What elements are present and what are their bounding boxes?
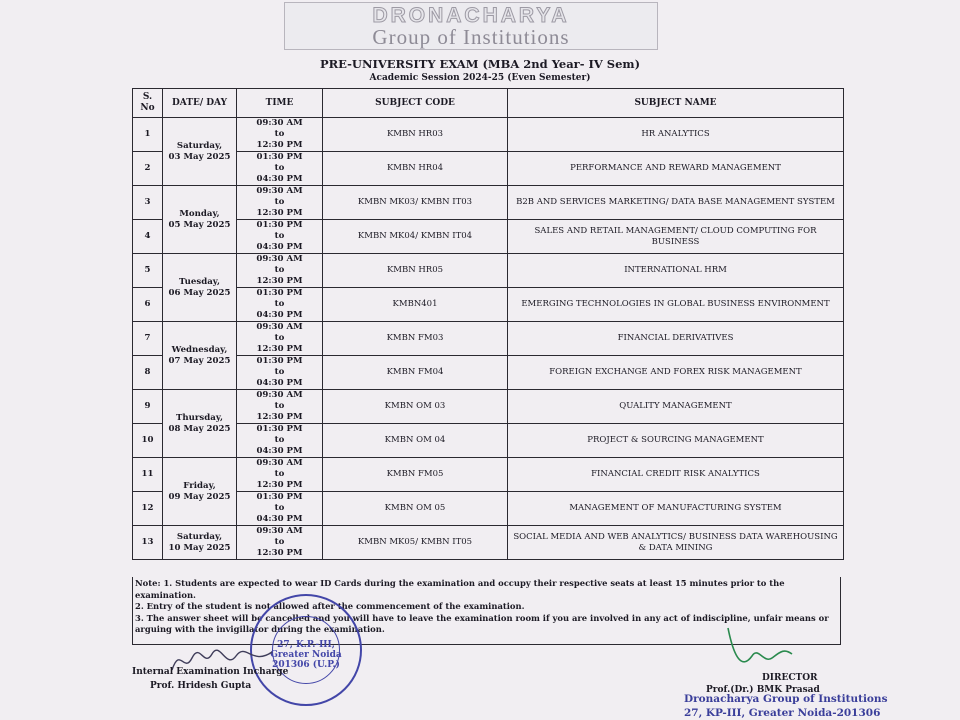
time-to: to <box>274 469 285 479</box>
time-to: to <box>274 333 285 343</box>
sno-cell <box>133 458 163 492</box>
document-title: PRE-UNIVERSITY EXAM (MBA 2nd Year- IV Sem) <box>319 57 641 71</box>
subject-name-text: FINANCIAL DERIVATIVES <box>617 333 734 343</box>
document-subtitle: Academic Session 2024-25 (Even Semester) <box>369 73 591 83</box>
date-text: 06 May 2025 <box>168 287 231 298</box>
time-end: 12:30 PM <box>256 480 303 490</box>
subject-code-cell <box>323 288 508 322</box>
time-cell <box>237 186 323 220</box>
table-row <box>133 288 844 322</box>
note-1: Note: 1. Students are expected to wear ID Cards during the examination and occupy their respective seats at least 15 minutes prior to the examination. <box>135 578 785 600</box>
director-stamp-line-2: 27, KP-III, Greater Noida-201306 <box>684 707 881 719</box>
right-signatory-name: Prof.(Dr.) BMK Prasad <box>706 685 820 695</box>
sno-cell <box>133 492 163 526</box>
subject-name-text: FOREIGN EXCHANGE AND FOREX RISK MANAGEMENT <box>549 367 802 377</box>
time-end: 12:30 PM <box>256 208 303 218</box>
subject-code-text: KMBN HR03 <box>386 129 444 139</box>
date-cell <box>163 254 237 322</box>
subject-name-text: EMERGING TECHNOLOGIES IN GLOBAL BUSINESS ENVIRONMENT <box>521 299 830 309</box>
subject-code-cell <box>323 526 508 560</box>
sno-cell <box>133 254 163 288</box>
seal-line-1: 27, K.P.-III, <box>277 640 335 650</box>
subject-name-cell <box>508 220 844 254</box>
time-start: 01:30 PM <box>256 152 303 162</box>
sno-cell <box>133 186 163 220</box>
date-text: 07 May 2025 <box>168 355 231 366</box>
subject-name-cell <box>508 424 844 458</box>
time-cell <box>237 288 323 322</box>
subject-code-text: KMBN FM04 <box>386 367 444 377</box>
sno-text: 12 <box>141 503 154 513</box>
sno-cell <box>133 526 163 560</box>
logo-bottom-text: Group of Institutions <box>372 25 570 49</box>
note-3: 3. The answer sheet will be cancelled and you will have to leave the examination room if you are involved in any act of indiscipline, unfair means or arguing with the invigillator during the examination. <box>135 612 829 634</box>
subject-name-text: QUALITY MANAGEMENT <box>619 401 732 411</box>
subject-code-cell <box>323 254 508 288</box>
subject-code-text: KMBN HR04 <box>386 163 444 173</box>
table-header-row <box>133 89 844 118</box>
subject-code-cell <box>323 458 508 492</box>
table-row <box>133 390 844 424</box>
note-2: 2. Entry of the student is not allowed after the commencement of the examination. <box>135 601 525 611</box>
time-cell <box>237 390 323 424</box>
seal-line-3: 201306 (U.P.) <box>272 660 340 670</box>
sno-cell <box>133 390 163 424</box>
sno-cell <box>133 356 163 390</box>
date-text: 09 May 2025 <box>168 491 231 502</box>
subject-code-text: KMBN MK03/ KMBN IT03 <box>357 197 473 207</box>
subject-name-cell <box>508 152 844 186</box>
table-row <box>133 458 844 492</box>
date-text: 03 May 2025 <box>168 151 231 162</box>
time-end: 04:30 PM <box>256 514 303 524</box>
time-end: 12:30 PM <box>256 412 303 422</box>
time-cell <box>237 220 323 254</box>
time-start: 01:30 PM <box>256 220 303 230</box>
date-cell <box>163 526 237 560</box>
institution-logo <box>284 2 658 50</box>
subject-code-cell <box>323 220 508 254</box>
sno-cell <box>133 118 163 152</box>
time-start: 01:30 PM <box>256 356 303 366</box>
table-row <box>133 118 844 152</box>
subject-code-cell <box>323 424 508 458</box>
subject-name-cell <box>508 254 844 288</box>
subject-code-cell <box>323 492 508 526</box>
time-end: 04:30 PM <box>256 446 303 456</box>
table-row <box>133 424 844 458</box>
sno-text: 13 <box>141 537 154 547</box>
subject-code-cell <box>323 390 508 424</box>
sno-text: 1 <box>144 129 151 139</box>
subject-name-text: FINANCIAL CREDIT RISK ANALYTICS <box>591 469 760 479</box>
day-text: Friday, <box>183 480 216 491</box>
header-sno: S. No <box>133 89 163 118</box>
subject-name-text: B2B AND SERVICES MARKETING/ DATA BASE MANAGEMENT SYSTEM <box>516 197 835 207</box>
subject-name-text: SOCIAL MEDIA AND WEB ANALYTICS/ BUSINESS DATA WAREHOUSING & DATA MINING <box>513 531 838 553</box>
time-cell <box>237 356 323 390</box>
subject-code-text: KMBN FM05 <box>386 469 444 479</box>
sno-cell <box>133 288 163 322</box>
table-row <box>133 220 844 254</box>
header-subject-code: SUBJECT CODE <box>323 89 508 118</box>
subject-name-cell <box>508 390 844 424</box>
logo-top-text: DRONACHARYA <box>372 4 570 27</box>
time-cell <box>237 526 323 560</box>
time-cell <box>237 458 323 492</box>
subject-name-text: SALES AND RETAIL MANAGEMENT/ CLOUD COMPUTING FOR BUSINESS <box>534 225 817 247</box>
subject-code-text: KMBN FM03 <box>386 333 444 343</box>
table-row <box>133 152 844 186</box>
subject-name-text: INTERNATIONAL HRM <box>624 265 727 275</box>
subject-code-cell <box>323 322 508 356</box>
time-to: to <box>274 367 285 377</box>
date-cell <box>163 186 237 254</box>
subject-code-cell <box>323 356 508 390</box>
day-text: Saturday, <box>176 531 223 542</box>
sno-text: 4 <box>144 231 151 241</box>
table-body <box>133 118 844 560</box>
time-cell <box>237 118 323 152</box>
date-cell <box>163 390 237 458</box>
sno-text: 10 <box>141 435 154 445</box>
subject-code-cell <box>323 186 508 220</box>
subject-name-text: MANAGEMENT OF MANUFACTURING SYSTEM <box>569 503 782 513</box>
day-text: Saturday, <box>176 140 223 151</box>
table-row <box>133 186 844 220</box>
subject-code-text: KMBN OM 03 <box>384 401 446 411</box>
subject-name-text: PERFORMANCE AND REWARD MANAGEMENT <box>570 163 781 173</box>
header-time: TIME <box>237 89 323 118</box>
table-row <box>133 492 844 526</box>
time-start: 09:30 AM <box>256 322 303 332</box>
time-cell <box>237 424 323 458</box>
table-row <box>133 526 844 560</box>
time-start: 09:30 AM <box>256 254 303 264</box>
time-start: 09:30 AM <box>256 118 303 128</box>
sno-text: 3 <box>144 197 151 207</box>
time-to: to <box>274 503 285 513</box>
date-text: 08 May 2025 <box>168 423 231 434</box>
header-date: DATE/ DAY <box>163 89 237 118</box>
subject-code-text: KMBN MK05/ KMBN IT05 <box>357 537 473 547</box>
day-text: Wednesday, <box>171 344 228 355</box>
sno-text: 7 <box>144 333 151 343</box>
sno-cell <box>133 220 163 254</box>
table-row <box>133 322 844 356</box>
time-to: to <box>274 163 285 173</box>
seal-line-2: Greater Noida <box>270 650 342 660</box>
date-text: 05 May 2025 <box>168 219 231 230</box>
time-start: 09:30 AM <box>256 186 303 196</box>
table-row <box>133 356 844 390</box>
date-cell <box>163 322 237 390</box>
subject-name-cell <box>508 288 844 322</box>
time-end: 12:30 PM <box>256 344 303 354</box>
date-cell <box>163 458 237 526</box>
time-end: 04:30 PM <box>256 378 303 388</box>
subject-name-cell <box>508 492 844 526</box>
time-to: to <box>274 265 285 275</box>
time-start: 09:30 AM <box>256 458 303 468</box>
time-to: to <box>274 299 285 309</box>
right-signatory-title: DIRECTOR <box>762 673 818 683</box>
subject-code-cell <box>323 118 508 152</box>
sno-cell <box>133 322 163 356</box>
time-to: to <box>274 231 285 241</box>
subject-name-cell <box>508 322 844 356</box>
time-cell <box>237 322 323 356</box>
time-end: 12:30 PM <box>256 276 303 286</box>
time-end: 04:30 PM <box>256 174 303 184</box>
time-start: 01:30 PM <box>256 424 303 434</box>
header-subject-name: SUBJECT NAME <box>508 89 844 118</box>
sno-text: 2 <box>144 163 151 173</box>
time-end: 04:30 PM <box>256 242 303 252</box>
sno-text: 9 <box>144 401 151 411</box>
sno-cell <box>133 152 163 186</box>
time-to: to <box>274 401 285 411</box>
day-text: Thursday, <box>176 412 223 423</box>
sno-text: 8 <box>144 367 151 377</box>
day-text: Tuesday, <box>179 276 220 287</box>
date-cell <box>163 118 237 186</box>
time-cell <box>237 152 323 186</box>
subject-code-text: KMBN401 <box>392 299 438 309</box>
exam-schedule-table <box>132 88 844 560</box>
sno-text: 5 <box>144 265 151 275</box>
time-end: 12:30 PM <box>256 548 303 558</box>
time-start: 09:30 AM <box>256 526 303 536</box>
subject-name-text: PROJECT & SOURCING MANAGEMENT <box>587 435 764 445</box>
time-end: 04:30 PM <box>256 310 303 320</box>
subject-name-text: HR ANALYTICS <box>641 129 710 139</box>
time-cell <box>237 254 323 288</box>
sno-text: 6 <box>144 299 151 309</box>
subject-code-text: KMBN MK04/ KMBN IT04 <box>357 231 473 241</box>
director-stamp-line-1: Dronacharya Group of Institutions <box>684 693 888 705</box>
table-row <box>133 254 844 288</box>
subject-code-text: KMBN HR05 <box>386 265 444 275</box>
subject-name-cell <box>508 356 844 390</box>
date-text: 10 May 2025 <box>168 542 231 553</box>
time-to: to <box>274 435 285 445</box>
subject-code-text: KMBN OM 04 <box>384 435 446 445</box>
subject-name-cell <box>508 458 844 492</box>
day-text: Monday, <box>179 208 220 219</box>
time-start: 01:30 PM <box>256 288 303 298</box>
sno-text: 11 <box>141 469 154 479</box>
time-to: to <box>274 197 285 207</box>
sno-cell <box>133 424 163 458</box>
time-start: 09:30 AM <box>256 390 303 400</box>
left-signatory-name: Prof. Hridesh Gupta <box>150 681 252 691</box>
subject-code-cell <box>323 152 508 186</box>
subject-name-cell <box>508 526 844 560</box>
subject-name-cell <box>508 118 844 152</box>
time-to: to <box>274 129 285 139</box>
right-signature <box>718 618 798 678</box>
time-cell <box>237 492 323 526</box>
subject-name-cell <box>508 186 844 220</box>
time-to: to <box>274 537 285 547</box>
left-signatory-title: Internal Examination Incharge <box>132 667 289 677</box>
subject-code-text: KMBN OM 05 <box>384 503 446 513</box>
time-end: 12:30 PM <box>256 140 303 150</box>
time-start: 01:30 PM <box>256 492 303 502</box>
